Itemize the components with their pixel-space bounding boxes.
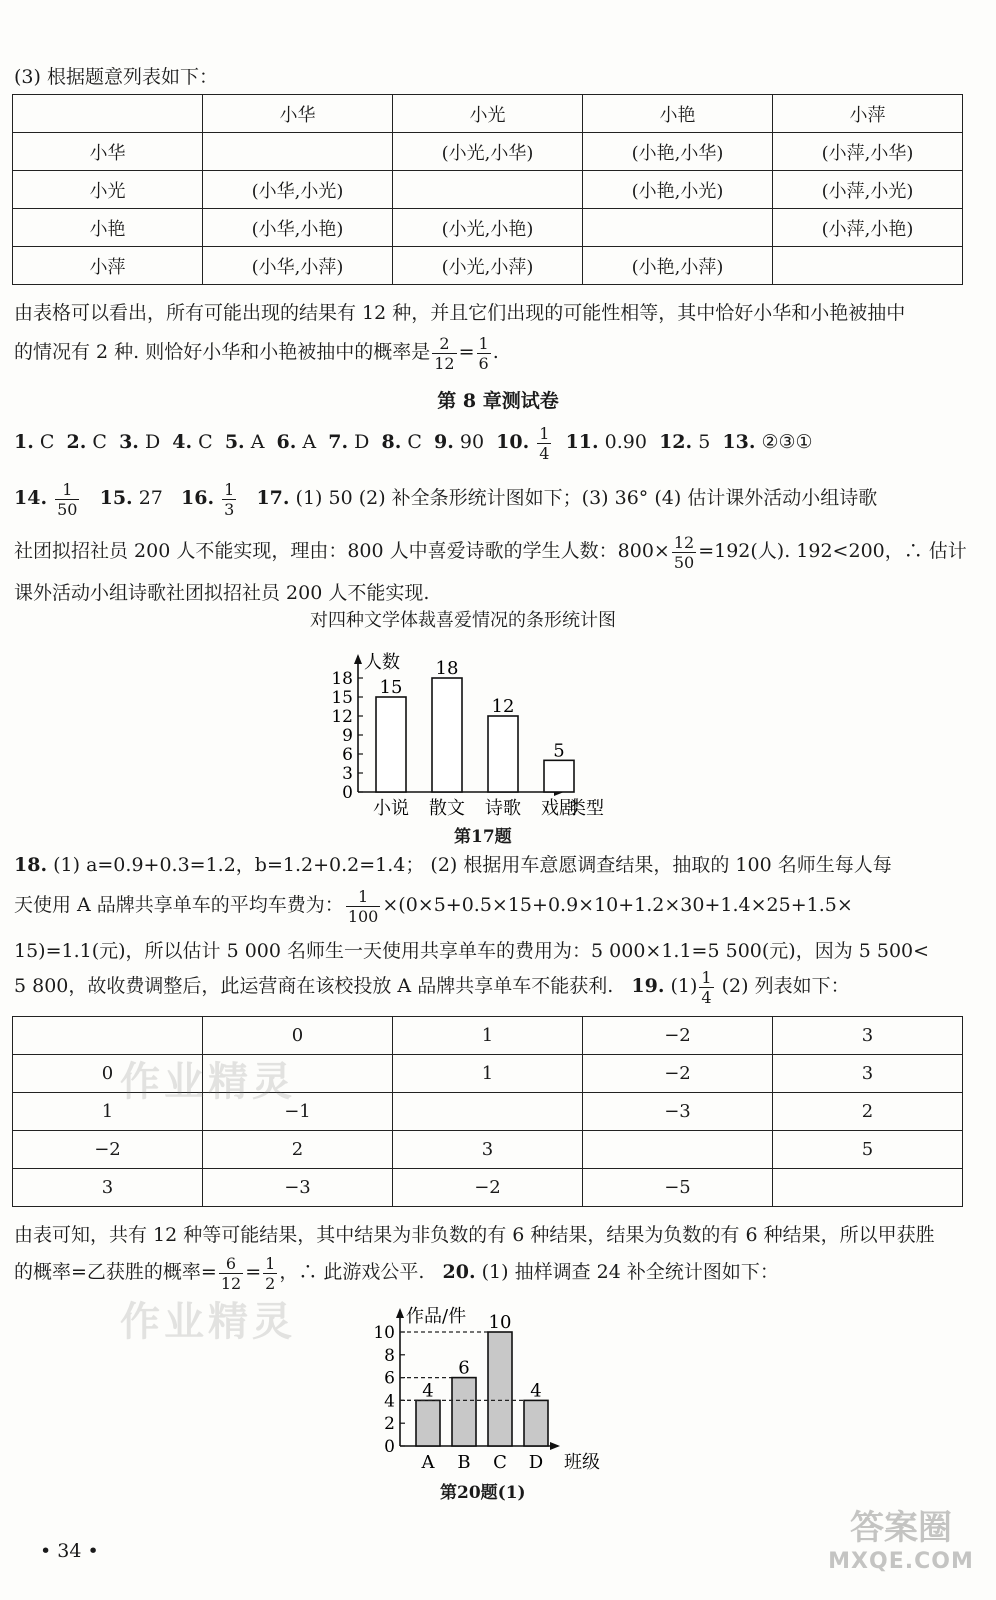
table-cell: 小华 [13,133,203,171]
fraction: $\frac{1}{6}$ [478,333,489,373]
answer-number: 13. [722,431,756,453]
table-cell: −2 [393,1169,583,1207]
table-cell: (小华,小萍) [203,247,393,285]
table-header-row [13,1017,963,1055]
y-tick-label: 9 [342,726,353,746]
table-row [13,247,963,285]
data-label: 10 [488,1312,512,1333]
answer-number: 10. [496,431,530,453]
table-cell [773,247,963,285]
bar [376,697,406,792]
paragraph-line: 由表可知，共有 12 种等可能结果，其中结果为非负数的有 6 种结果，结果为负数的有 6 种结果，所以甲获胜 [14,1224,935,1246]
table-row [13,171,963,209]
answer-value: C [198,431,213,453]
answer-number: 5. [224,431,245,453]
paragraph-line: 15)=1.1(元)，所以估计 5 000 名师生一天使用共享单车的费用为：5 000×1.1=5 500(元)，因为 5 500< [14,940,930,962]
y-tick-label: 10 [373,1323,395,1343]
table-cell [393,171,583,209]
table-cell: 3 [13,1169,203,1207]
x-tick-label: A [421,1452,435,1473]
watermark: 作业精灵 [120,1059,296,1105]
y-tick-label: 0 [342,783,353,803]
y-tick-label: 18 [331,669,353,689]
table-cell [583,209,773,247]
table-cell: 2 [203,1131,393,1169]
fraction: $\frac{1}{50}$ [57,479,78,519]
table-row [13,1131,963,1169]
table-cell: 1 [393,1017,583,1055]
answer-number: 1. [14,431,34,453]
paragraph-line: 社团拟招社员 200 人不能实现，理由：800 人中喜爱诗歌的学生人数：800× $\frac{12}{50}$ =192(人). 192<200，∴ 估计 [14,532,967,572]
answer-value: 90 [459,431,485,453]
y-tick-label: 6 [384,1368,395,1389]
table-cell: (小光,小艳) [393,209,583,247]
table-cell: −2 [13,1131,203,1169]
table-cell: −2 [583,1017,773,1055]
table-row [13,209,963,247]
table-cell: 0 [203,1017,393,1055]
bar [432,678,462,792]
table-cell: (小艳,小萍) [583,247,773,285]
answer-value: ②③① [761,431,813,453]
bar [488,716,518,792]
paragraph-line: 课外活动小组诗歌社团拟招社员 200 人不能实现. [14,582,430,604]
table-cell: 1 [13,1093,203,1131]
page-number: • 34 • [40,1540,99,1562]
table-cell: 1 [393,1055,583,1093]
table-cell: 小艳 [583,95,773,133]
table-cell: (小萍,小华) [773,133,963,171]
y-tick-label: 3 [342,764,353,784]
answer-value: A [250,431,265,453]
bar-chart-20 [360,1300,620,1480]
answer-number: 11. [565,431,599,453]
y-axis-arrow [354,654,362,664]
y-tick-label: 2 [384,1414,395,1435]
fraction: $\frac{1}{4}$ [701,967,712,1007]
table-cell [13,1017,203,1055]
table-cell: 2 [773,1093,963,1131]
paragraph-line: 的情况有 2 种. 则恰好小华和小艳被抽中的概率是 $\frac{2}{12}$ = $\frac{1}{6}$ . [14,333,499,373]
answer-value: D [354,431,370,453]
table-cell: 0 [13,1055,203,1093]
fraction: $\frac{1}{2}$ [265,1253,276,1293]
table-cell: 小萍 [773,95,963,133]
answer-number: 9. [434,431,454,453]
x-tick-label: D [528,1452,544,1473]
table-cell [13,95,203,133]
data-label: 4 [530,1380,542,1402]
paragraph-line: 天使用 A 品牌共享单车的平均车费为： $\frac{1}{100}$ ×(0×5+0.5×15+0.9×10+1.2×30+1.4×25+1.5× [14,886,853,926]
bar-chart-17 [330,636,650,826]
paragraph-line: 的概率=乙获胜的概率= $\frac{6}{12}$ = $\frac{1}{2}$ ，∴ 此游戏公平. 20. (1) 抽样调查 24 补全统计图如下： [14,1253,779,1293]
paragraph-line: 由表格可以看出，所有可能出现的结果有 12 种，并且它们出现的可能性相等，其中恰好小华和小艳被抽中 [14,302,906,324]
data-label: 4 [422,1380,434,1402]
table-cell: 小萍 [13,247,203,285]
table-header-row [13,95,963,133]
chapter-title: 第 8 章测试卷 [437,390,559,412]
bar [488,1332,512,1446]
table-cell: (小艳,小光) [583,171,773,209]
x-tick-label: C [493,1452,507,1473]
y-tick-label: 15 [331,688,353,708]
fraction: $\frac{6}{12}$ [220,1253,242,1293]
watermark: 作业精灵 [120,1299,296,1345]
y-tick-label: 4 [384,1391,395,1412]
answer-value: C [407,431,422,453]
data-label: 5 [553,740,565,762]
answer-number: 7. [328,431,349,453]
table-cell: 小光 [393,95,583,133]
answer-value: A [302,431,317,453]
chart-caption: 第20题(1) [440,1483,526,1503]
answer-value: C [39,431,55,453]
bar [544,760,574,792]
y-tick-label: 0 [384,1437,395,1457]
table-cell: 小华 [203,95,393,133]
y-axis-label: 作品/件 [406,1306,467,1327]
data-label: 12 [491,696,515,717]
table-cell: (小萍,小艳) [773,209,963,247]
bar [416,1400,440,1446]
fraction: $\frac{1}{4}$ [539,423,550,463]
table-cell: −3 [583,1093,773,1131]
table-row [13,1169,963,1207]
y-tick-label: 12 [331,707,353,727]
site-logo: 答案圈 MXQE.COM [828,1508,974,1574]
fraction: $\frac{2}{12}$ [434,333,455,373]
fraction: $\frac{1}{3}$ [224,479,235,519]
table-cell: −5 [583,1169,773,1207]
answers-line [14,420,825,464]
data-label: 6 [458,1357,470,1379]
names-table [12,94,963,285]
table-cell: (小华,小艳) [203,209,393,247]
answer-number: 8. [381,431,402,453]
difference-table [12,1016,963,1207]
table-cell: (小光,小萍) [393,247,583,285]
y-axis-arrow [396,1308,404,1318]
x-axis-label: 类型 [568,798,604,819]
data-label: 18 [435,658,459,679]
table-cell: 3 [393,1131,583,1169]
x-tick-label: 散文 [429,798,465,819]
data-label: 15 [379,677,403,698]
fraction: $\frac{1}{100}$ [347,886,379,926]
table-cell [393,1093,583,1131]
answer-number: 4. [172,431,193,453]
table-cell: −3 [203,1169,393,1207]
table-cell: −1 [203,1093,393,1131]
answer-number: 3. [119,431,139,453]
answer-number: 2. [66,431,87,453]
paragraph-line: 18. (1) a=0.9+0.3=1.2，b=1.2+0.2=1.4； (2) 根据用车意愿调查结果，抽取的 100 名师生每人每 [14,854,892,876]
x-axis-label: 班级 [564,1452,600,1473]
answer-number: 12. [659,431,693,453]
table-cell: 小艳 [13,209,203,247]
answer-value: D [144,431,161,453]
x-tick-label: 戏剧 [541,798,577,819]
y-tick-label: 8 [384,1345,395,1366]
chart-caption: 第17题 [454,827,512,847]
table-cell: (小光,小华) [393,133,583,171]
y-tick-label: 6 [342,745,353,765]
answer-number: 6. [276,431,297,453]
x-tick-label: B [457,1452,471,1473]
table-cell: 3 [773,1017,963,1055]
bar [452,1378,476,1446]
table-cell: 3 [773,1055,963,1093]
table-row [13,133,963,171]
fraction: $\frac{12}{50}$ [673,532,695,572]
table-cell: (小萍,小光) [773,171,963,209]
answer-value: 5 [698,431,711,453]
table-cell: (小艳,小华) [583,133,773,171]
table-cell [203,133,393,171]
table-cell: −2 [583,1055,773,1093]
table-cell: (小华,小光) [203,171,393,209]
answers-line: 14. $\frac{1}{50}$ 15. 27 16. $\frac{1}{3}$ 17. (1) 50 (2) 补全条形统计图如下；(3) 36° (4) 估计课外活动小组诗歌 [14,479,878,519]
section-intro: (3) 根据题意列表如下： [14,66,218,88]
x-tick-label: 小说 [373,798,409,819]
paragraph-line: 5 800，故收费调整后，此运营商在该校投放 A 品牌共享单车不能获利. 19. (1) $\frac{1}{4}$ (2) 列表如下： [14,967,850,1007]
table-cell: 5 [773,1131,963,1169]
x-axis-arrow [550,1442,560,1450]
answer-value: C [92,431,107,453]
y-axis-label: 人数 [364,652,400,673]
table-cell [583,1131,773,1169]
table-cell [773,1169,963,1207]
x-tick-label: 诗歌 [485,798,521,819]
chart-title: 对四种文学体裁喜爱情况的条形统计图 [310,610,616,631]
table-cell: 小光 [13,171,203,209]
bar [524,1400,548,1446]
answer-value: 0.90 [604,431,647,453]
